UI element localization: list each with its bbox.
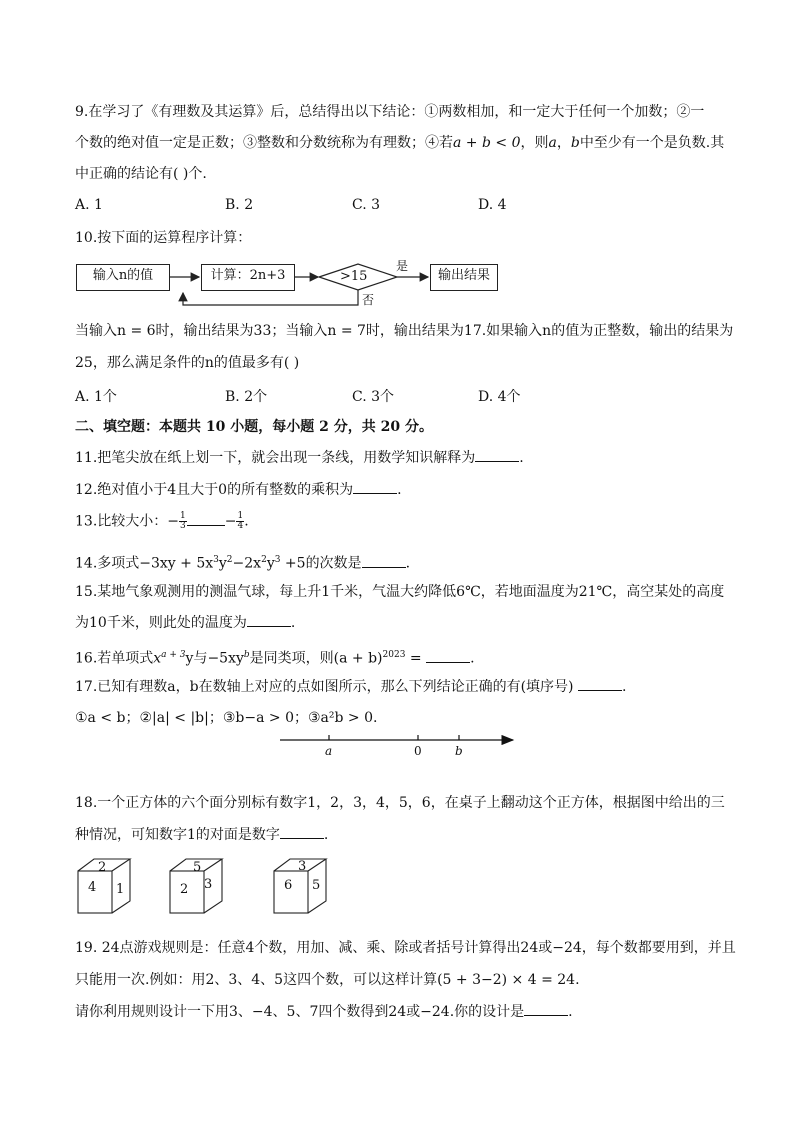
cube-2-front: 2 <box>180 882 189 897</box>
flow-arrow-loop <box>183 290 358 305</box>
q9-option-a[interactable]: A. 1 <box>75 197 103 213</box>
q13-fraction-2: $\frac{1}{4}$ <box>237 511 244 531</box>
q10-line1: 当输入n = 6时，输出结果为33；当输入n = 7时，输出结果为17.如果输入n的值为正整数，输出的结果为 <box>75 323 734 339</box>
flow-input-box: 输入n的值 <box>76 264 170 291</box>
q18-line1: 18.一个正方体的六个面分别标有数字1，2，3，4，5，6，在桌子上翻动这个正方体，根据图中给出的三 <box>75 795 725 811</box>
q9-var-b: b <box>570 135 580 151</box>
q9-option-c[interactable]: C. 3 <box>352 197 381 213</box>
q15-blank[interactable] <box>247 614 291 627</box>
q9-line3: 中正确的结论有( )个. <box>75 166 207 182</box>
q9-comma: ， <box>556 135 571 151</box>
q18-line2-text: 种情况，可知数字1的对面是数字 <box>75 827 280 843</box>
flow-calc-box: 计算：2n+3 <box>201 264 295 291</box>
q9-line1: 9.在学习了《有理数及其运算》后，总结得出以下结论：①两数相加，和一定大于任何一个加数；②一 <box>75 104 705 120</box>
q13-fraction-1: $\frac{1}{3}$ <box>180 511 186 531</box>
q9-option-d[interactable]: D. 4 <box>478 197 507 213</box>
q14-pre: 14.多项式−3xy + 5x <box>75 555 214 572</box>
q19-line3-text: 请你利用规则设计一下用3、−4、5、7四个数得到24或−24.你的设计是 <box>75 1004 525 1020</box>
q14-suffix: 的次数是 <box>305 555 362 572</box>
q16-blank[interactable] <box>426 650 470 663</box>
cube-2-right: 3 <box>204 877 213 892</box>
q17-line2: ①a < b；②|a| < |b|；③b−a > 0；③a²b > 0. <box>75 710 378 726</box>
axis-label-b: b <box>455 744 463 758</box>
q13: 13.比较大小：− $\frac{1}{3}$ − $\frac{1}{4}$ . <box>75 511 249 531</box>
q16-mid: y与−5xy <box>185 650 244 667</box>
q10-option-b[interactable]: B. 2个 <box>225 389 268 405</box>
axis-label-a: a <box>325 744 333 758</box>
q10-option-c[interactable]: C. 3个 <box>352 389 395 405</box>
flow-no-label: 否 <box>362 293 375 307</box>
q17-line1-text: 17.已知有理数a，b在数轴上对应的点如图所示，那么下列结论正确的有(填序号) <box>75 679 574 695</box>
q11-text: 11.把笔尖放在纸上划一下，就会出现一条线，用数学知识解释为 <box>75 450 476 466</box>
cube-1-top: 2 <box>98 860 107 875</box>
q17-number-line <box>270 728 530 764</box>
q11: 11.把笔尖放在纸上划一下，就会出现一条线，用数学知识解释为 . <box>75 450 524 466</box>
q16: 16.若单项式$x^{a + 3}y$与$-5xy^b$是同类项，则$(a + b)^{2023}$ = . <box>75 650 475 667</box>
q18-blank[interactable] <box>280 826 324 839</box>
q13-minus2: − <box>224 513 237 530</box>
q10-option-a[interactable]: A. 1个 <box>75 389 117 405</box>
q15-line2: 为10千米，则此处的温度为 . <box>75 615 296 631</box>
q12: 12.绝对值小于4且大于0的所有整数的乘积为 . <box>75 482 402 498</box>
q12-blank[interactable] <box>353 481 397 494</box>
axis-label-0: 0 <box>414 744 422 758</box>
q10-title: 10.按下面的运算程序计算： <box>75 230 252 246</box>
q19-line3: 请你利用规则设计一下用3、−4、5、7四个数得到24或−24.你的设计是 . <box>75 1004 573 1020</box>
flow-output-box: 输出结果 <box>430 264 498 291</box>
q19-blank[interactable] <box>524 1003 568 1016</box>
q17-line1: 17.已知有理数a，b在数轴上对应的点如图所示，那么下列结论正确的有(填序号) . <box>75 679 627 695</box>
flow-cond-label: >15 <box>340 269 368 284</box>
cube-3-right: 5 <box>312 878 321 893</box>
q9-var-a: a <box>548 135 557 151</box>
cube-3-top: 3 <box>298 859 307 874</box>
cube-1-right: 1 <box>116 882 125 897</box>
q18-line2: 种情况，可知数字1的对面是数字 . <box>75 827 329 843</box>
q12-text: 12.绝对值小于4且大于0的所有整数的乘积为 <box>75 482 354 498</box>
q19-line1: 19. 24点游戏规则是：任意4个数，用加、减、乘、除或者括号计算得出24或−24，每个数都要用到，并且 <box>75 940 736 956</box>
q9-line2a: 个数的绝对值一定是正数；③整数和分数统称为有理数；④若 <box>75 135 453 151</box>
cube-1-front: 4 <box>88 880 97 895</box>
q9-option-b[interactable]: B. 2 <box>225 197 254 213</box>
q16-pre: 16.若单项式 <box>75 650 154 667</box>
q14-blank[interactable] <box>362 555 406 568</box>
section-heading: 二、填空题：本题共 10 小题，每小题 2 分，共 20 分。 <box>75 419 433 435</box>
cube-2-top: 5 <box>193 860 202 875</box>
q13-text: 13.比较大小：− <box>75 513 179 530</box>
q9-expr: a + b < 0 <box>453 135 521 151</box>
q15-line1: 15.某地气象观测用的测温气球，每上升1千米，气温大约降低6℃，若地面温度为21℃，高空某处的高度 <box>75 584 725 600</box>
q15-line2-text: 为10千米，则此处的温度为 <box>75 615 247 631</box>
cube-3-front: 6 <box>284 878 293 893</box>
q14: 14.多项式$-3xy + 5x^3y^2-2x^2y^3 +5$的次数是 . <box>75 555 411 572</box>
q17-blank[interactable] <box>578 678 622 691</box>
q9-line2b: ，则 <box>520 135 549 151</box>
q16-post: 是同类项，则(a + b) <box>249 650 383 667</box>
q10-line2: 25，那么满足条件的n的值最多有( ) <box>75 355 300 371</box>
q9-line2c: 中至少有一个是负数.其 <box>579 135 725 151</box>
q19-line2: 只能用一次.例如：用2、3、4、5这四个数，可以这样计算(5 + 3−2) × 4 = 24. <box>75 972 580 988</box>
q10-option-d[interactable]: D. 4个 <box>478 389 521 405</box>
q11-blank[interactable] <box>475 449 519 462</box>
q13-blank[interactable] <box>187 513 225 526</box>
flow-yes-label: 是 <box>396 259 409 273</box>
